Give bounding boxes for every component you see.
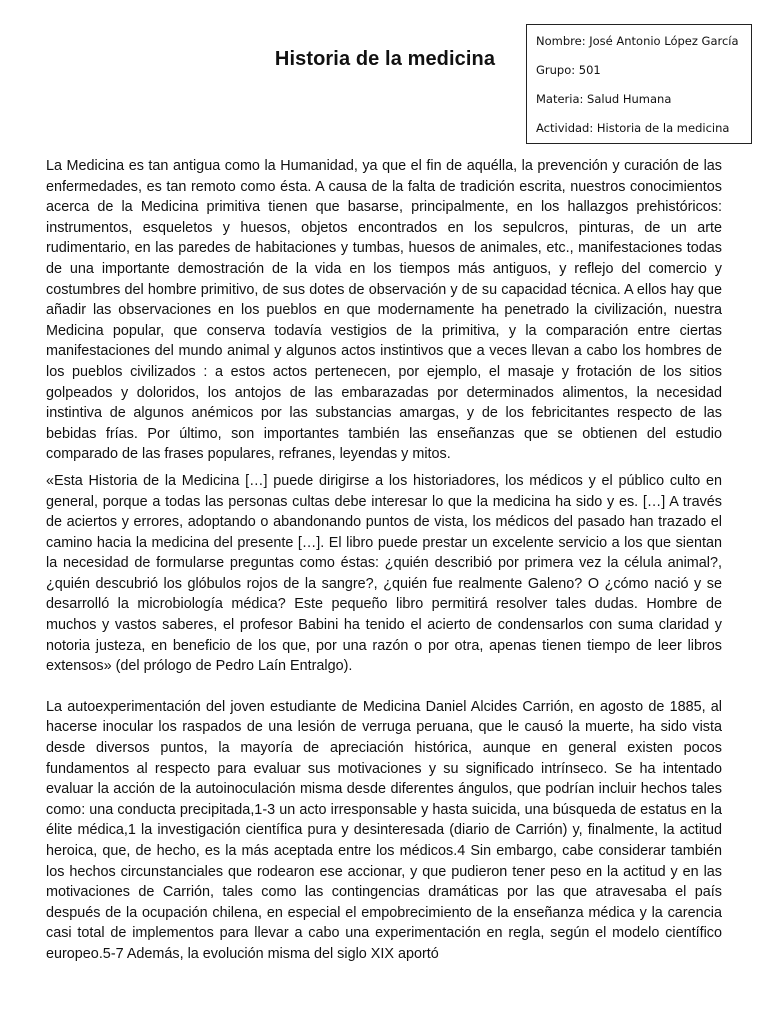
info-actividad: Actividad: Historia de la medicina <box>536 121 730 135</box>
paragraph-daniel-alcides-carrion: La autoexperimentación del joven estudiante de Medicina Daniel Alcides Carrión, en agosto de 1885, al hacerse inocular los raspados de una lesión de verruga peruana, que le causó la muerte, ha sido vista desde diversos puntos, la mayoría de apreciación histórica, aunque en general existen pocos fundamentos al respecto para evaluar sus motivaciones y su significado intrínseco. Se ha intentado evaluar la acción de la autoinoculación misma desde diferentes ángulos, que podrían incluir hechos tales como: una conducta precipitada,1-3 un acto irresponsable y hasta suicida, una búsqueda de estatus en la élite médica,1 la investigación científica pura y desinteresada (diario de Carrión) y, finalmente, la actitud heroica, que, de hecho, es la más aceptada entre los médicos.4 Sin embargo, cabe considerar también los hechos circunstanciales que rodearon ese accionar, y que pudieron tener peso en la actitud y en las motivaciones de Carrión, tales como las contingencias dramáticas por las que atravesaba el país después de la ocupación chilena, en especial el empobrecimiento de la enseñanza médica y la carencia casi total de implementos para llevar a cabo una experimentación en regla, según el modelo científico europeo.5-7 Además, la evolución misma del siglo XIX aportó <box>46 698 722 962</box>
paragraph-prologo-lain-entralgo: «Esta Historia de la Medicina […] puede dirigirse a los historiadores, los médicos y el público culto en general, porque a todas las personas cultas debe interesar lo que la medicina ha sido y es. […] A través de aciertos y errores, adoptando o abandonando puntos de vista, los médicos del pasado han trazado el camino hacia la medicina del presente […]. El libro puede prestar un excelente servicio a los que sientan la necesidad de formularse preguntas como éstas: ¿quién describió por primera vez la célula animal?, ¿quién descubrió los glóbulos rojos de la sangre?, ¿quién fue realmente Galeno? O ¿cómo nació y se desarrolló la microbiología médica? Este pequeño libro permitirá resolver tales dudas. Hombre de muchos y vastos saberes, el profesor Babini ha tenido el acierto de condensarlos con suma claridad y notoria justeza, en beneficio de los que, por una razón o por otra, apenas tienen tiempo de leer libros extensos» (del prólogo de Pedro Laín Entralgo). <box>46 472 722 675</box>
student-info-box <box>526 24 752 144</box>
info-grupo: Grupo: 501 <box>536 63 601 77</box>
document-body <box>46 156 722 965</box>
info-nombre: Nombre: José Antonio López García <box>536 34 739 48</box>
info-materia: Materia: Salud Humana <box>536 92 672 106</box>
page-title: Historia de la medicina <box>274 48 496 70</box>
paragraph-medicina-primitiva: La Medicina es tan antigua como la Humanidad, ya que el fin de aquélla, la prevención y curación de las enfermedades, es tan remoto como ésta. A causa de la falta de tradición escrita, nuestros conocimientos acerca de la Medicina primitiva tienen que basarse, principalmente, en los hallazgos prehistóricos: instrumentos, esqueletos y huesos, objetos encontrados en los sepulcros, pinturas, de un arte rudimentario, en las paredes de habitaciones y tumbas, huesos de animales, etc., manifestaciones todas de una importante demostración de la vida en los tiempos más antiguos, y reflejo del comercio y costumbres del hombre primitivo, de sus dotes de observación y de su capacidad técnica. A ellos hay que añadir las observaciones en los pueblos en que modernamente ha penetrado la civilización, nuestra Medicina popular, que conserva todavía vestigios de la primitiva, y la comparación entre ciertas manifestaciones del mundo animal y algunos actos instintivos que a veces llevan a cabo los hombres de los pueblos civilizados : a estos actos pertenecen, por ejemplo, el masaje y frotación de los sitios golpeados y doloridos, los antojos de las embarazadas por determinados alimentos, la necesidad instintiva de algunos anémicos por las substancias amargas, y de los febricitantes respecto de las bebidas frías. Por último, son importantes también las enseñanzas que se obtienen del estudio comparado de las frases populares, refranes, leyendas y mitos. <box>46 158 722 463</box>
